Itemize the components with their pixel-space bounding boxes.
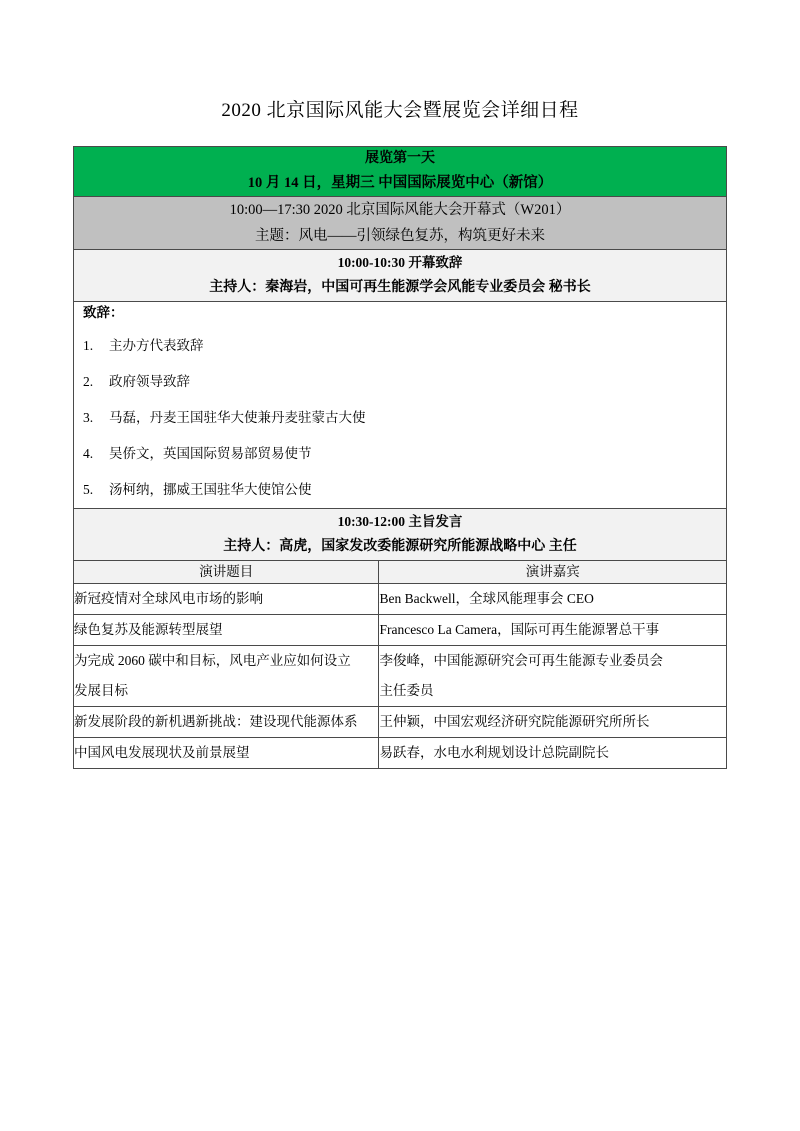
keynote-host: 主持人：高虎，国家发改委能源研究所能源战略中心 主任 bbox=[223, 539, 577, 554]
keynote-speaker-line: 王仲颖，中国宏观经济研究院能源研究所所长 bbox=[379, 714, 650, 729]
speech-number: 4. bbox=[83, 446, 94, 461]
speech-number: 5. bbox=[83, 482, 94, 497]
opening-ceremony-time-title: 10:00—17:30 2020 北京国际风能大会开幕式（W201） bbox=[229, 202, 571, 218]
keynote-topic-line: 新发展阶段的新机遇新挑战：建设现代能源体系 bbox=[74, 714, 358, 729]
keynote-speaker-line: 李俊峰，中国能源研究会可再生能源专业委员会 bbox=[379, 653, 663, 668]
speech-text: 马磊，丹麦王国驻华大使兼丹麦驻蒙古大使 bbox=[109, 410, 366, 425]
speech-number: 2. bbox=[83, 374, 94, 389]
opening-ceremony-row bbox=[74, 197, 727, 250]
keynote-speaker-line: Ben Backwell，全球风能理事会 CEO bbox=[379, 591, 594, 606]
schedule-table bbox=[73, 146, 727, 769]
keynote-speaker-cell bbox=[379, 707, 727, 738]
keynote-session-row bbox=[74, 509, 727, 561]
list-item bbox=[74, 472, 726, 508]
speech-text: 政府领导致辞 bbox=[109, 374, 190, 389]
opening-remarks-host: 主持人：秦海岩，中国可再生能源学会风能专业委员会 秘书长 bbox=[209, 280, 591, 295]
keynote-table-header-row bbox=[74, 561, 727, 584]
table-row bbox=[74, 738, 727, 769]
keynote-speaker-line-2: 主任委员 bbox=[379, 683, 434, 698]
day-banner-cell bbox=[74, 147, 727, 197]
keynote-topic-line: 绿色复苏及能源转型展望 bbox=[74, 622, 223, 637]
speech-number: 3. bbox=[83, 410, 94, 425]
table-row bbox=[74, 646, 727, 707]
speeches-cell bbox=[74, 302, 727, 509]
list-item bbox=[74, 328, 726, 364]
keynote-topic-line-2: 发展目标 bbox=[74, 683, 128, 698]
keynote-speaker-line: Francesco La Camera，国际可再生能源署总干事 bbox=[379, 622, 660, 637]
keynote-session-cell bbox=[74, 509, 727, 561]
day-banner-row bbox=[74, 147, 727, 197]
keynote-topic-cell bbox=[74, 738, 379, 769]
column-header-topic: 演讲题目 bbox=[74, 561, 379, 584]
table-row bbox=[74, 584, 727, 615]
keynote-speaker-cell bbox=[379, 615, 727, 646]
speech-list bbox=[74, 328, 726, 508]
keynote-topic-line: 为完成 2060 碳中和目标，风电产业应如何设立 bbox=[74, 653, 351, 668]
keynote-speaker-cell bbox=[379, 738, 727, 769]
list-item bbox=[74, 364, 726, 400]
keynote-topic-cell bbox=[74, 646, 379, 707]
opening-ceremony-cell bbox=[74, 197, 727, 250]
keynote-topic-cell bbox=[74, 707, 379, 738]
list-item bbox=[74, 400, 726, 436]
opening-remarks-session-row bbox=[74, 250, 727, 302]
column-header-speaker: 演讲嘉宾 bbox=[379, 561, 727, 584]
keynote-speaker-cell bbox=[379, 584, 727, 615]
keynote-speaker-line: 易跃春，水电水利规划设计总院副院长 bbox=[379, 745, 609, 760]
keynote-topic-cell bbox=[74, 584, 379, 615]
opening-remarks-time: 10:00-10:30 开幕致辞 bbox=[337, 255, 463, 270]
keynote-time: 10:30-12:00 主旨发言 bbox=[337, 514, 463, 529]
speech-text: 主办方代表致辞 bbox=[109, 338, 204, 353]
speech-text: 吴侨文，英国国际贸易部贸易使节 bbox=[109, 446, 312, 461]
keynote-topic-line: 新冠疫情对全球风电市场的影响 bbox=[74, 591, 263, 606]
page-title: 2020 北京国际风能大会暨展览会详细日程 bbox=[221, 100, 579, 121]
day-banner-title: 展览第一天 bbox=[365, 151, 435, 166]
speeches-row bbox=[74, 302, 727, 509]
table-row bbox=[74, 615, 727, 646]
keynote-topic-cell bbox=[74, 615, 379, 646]
day-banner-subtitle: 10 月 14 日，星期三 中国国际展览中心（新馆） bbox=[247, 175, 553, 191]
list-item bbox=[74, 436, 726, 472]
table-row bbox=[74, 707, 727, 738]
speech-text: 汤柯纳，挪威王国驻华大使馆公使 bbox=[109, 482, 312, 497]
keynote-topic-line: 中国风电发展现状及前景展望 bbox=[74, 745, 250, 760]
speeches-label: 致辞： bbox=[83, 305, 124, 320]
speech-number: 1. bbox=[83, 338, 94, 353]
opening-ceremony-theme: 主题：风电——引领绿色复苏，构筑更好未来 bbox=[255, 228, 545, 244]
keynote-speaker-cell bbox=[379, 646, 727, 707]
opening-remarks-session-cell bbox=[74, 250, 727, 302]
